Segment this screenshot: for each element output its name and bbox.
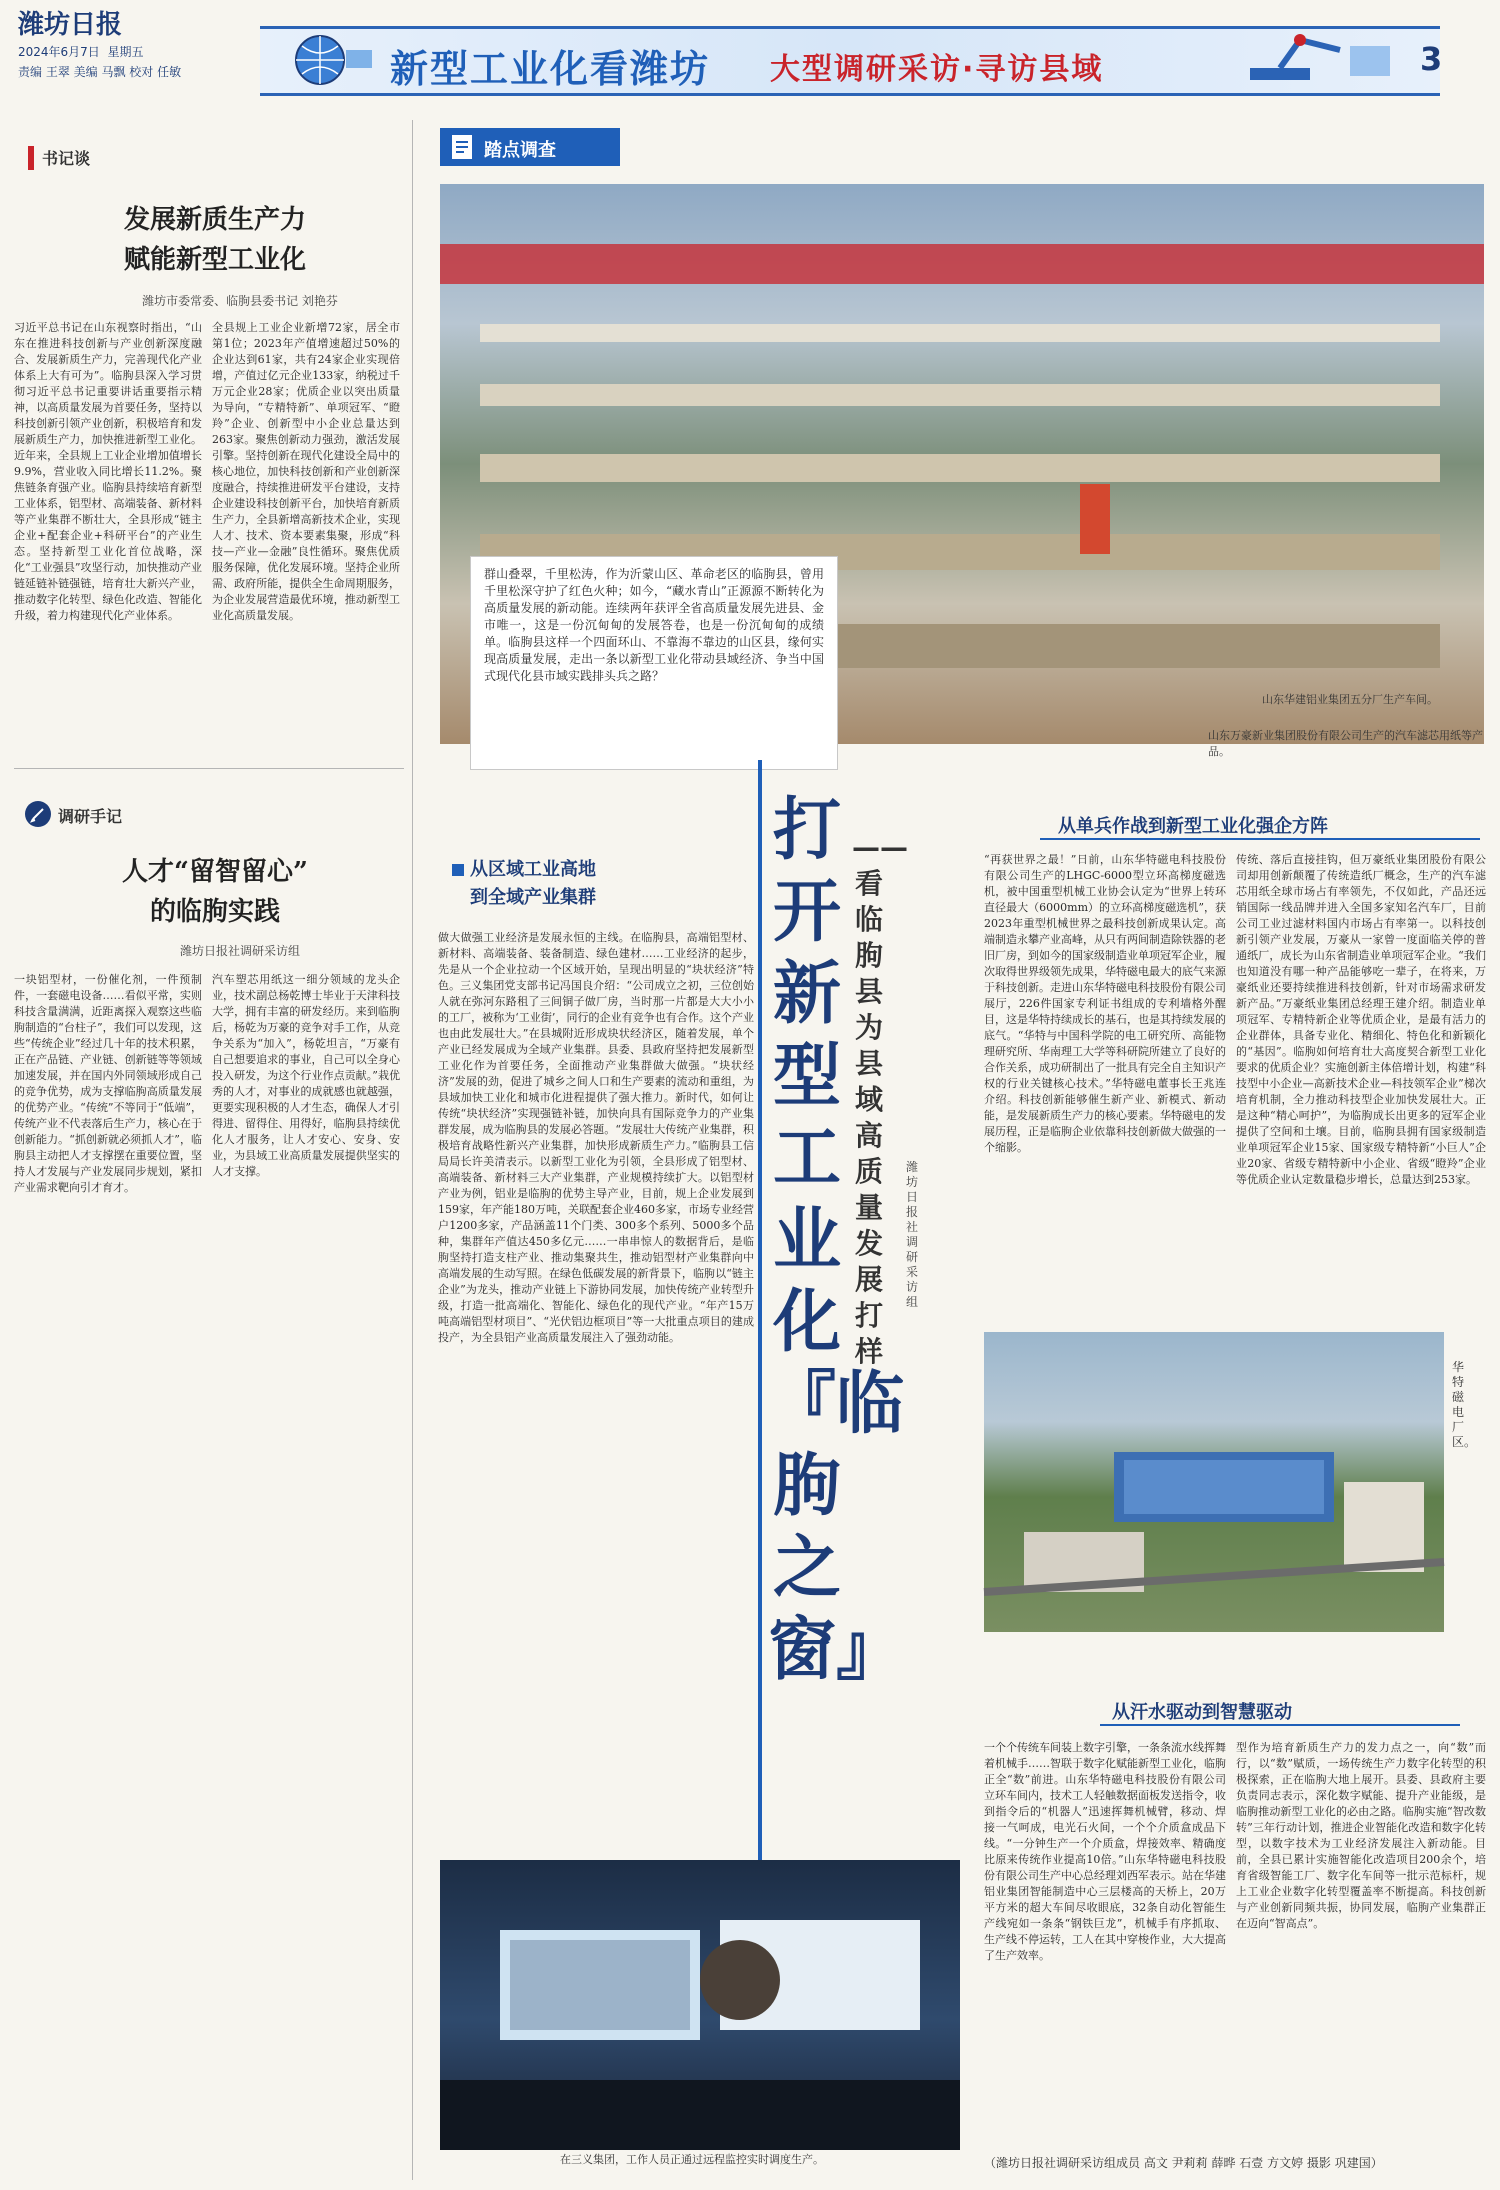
byline-shuji: 潍坊市委常委、临朐县委书记 刘艳芬 xyxy=(142,294,338,308)
sub-headline: ——看临朐县为县域高质量发展打样 xyxy=(852,831,908,1368)
control-room-photo xyxy=(440,1860,960,2150)
section3-body-left: 一个个传统车间装上数字引擎，一条条流水线挥舞着机械手……智联于数字化赋能新型工业化，临朐正全“数”前进。山东华特磁电科技股份有限公司立环车间内，技术工人轻触数据面板发送指令，收到指令后的“机器人”迅速挥舞机械臂，移动、焊接一气呵成，电光石火间，一个个介质盒成品下线。“一分钟生产一个介质盒，焊接效率、精确度比原来传统作业提高10倍。”山东华特磁电科技股份有限公司生产中心总经理刘西军表示。站在华建铝业集团智能制造中心三层楼高的天桥上，20万平方米的超大车间尽收眼底，32条自动化智能生产线宛如一条条“钢铁巨龙”，机械手有序抓取、生产线不停运转，工人在其中穿梭作业，大大提高了生产效率。 xyxy=(984,1741,1226,1962)
title-line: 发展新质生产力 xyxy=(123,205,306,235)
masthead xyxy=(0,0,1500,110)
article-title-diaoyan xyxy=(40,852,390,932)
title-line: 的临朐实践 xyxy=(149,897,280,927)
intro-text: 群山叠翠，千里松涛，作为沂蒙山区、革命老区的临朐县，曾用千里松深守护了红色火种；如今，“藏水青山”正源源不断转化为高质量发展的新动能。连续两年获评全省高质量发展先进县、金市唯一，这是一份沉甸甸的发展答卷，也是一份沉甸甸的成绩单。临朐县这样一个四面环山、不靠海不靠边的山区县，缘何实现高质量发展，走出一条以新型工业化带动县域经济、争当中国式现代化县市域实践排头兵之路？ xyxy=(484,567,824,683)
photo-caption-aerial: 华特磁电厂区。 xyxy=(1452,1360,1477,1449)
column-divider xyxy=(412,120,413,2180)
section1-title xyxy=(470,856,700,912)
aerial-plant-photo xyxy=(984,1332,1444,1632)
weekday: 星期五 xyxy=(107,45,144,59)
globe-icon xyxy=(280,30,380,88)
paper-name: 潍坊日报 xyxy=(18,10,123,40)
column-tag-label: 书记谈 xyxy=(42,149,91,168)
section1-title-line: 到全域产业集群 xyxy=(470,887,596,908)
section1-title-line: 从区域工业高地 xyxy=(470,859,596,880)
masthead-info xyxy=(18,8,181,82)
aerial-plant-illustration xyxy=(984,1332,1444,1632)
section-marker xyxy=(452,864,464,876)
notebook-icon xyxy=(448,132,478,162)
section3-title: 从汗水驱动到智慧驱动 xyxy=(1112,1702,1292,1723)
photo-caption-products: 山东万豪新业集团股份有限公司生产的汽车滤芯用纸等产品。 xyxy=(1208,729,1483,758)
pen-icon xyxy=(24,800,52,828)
column-tag-shuji xyxy=(28,146,212,170)
article-title-shuji xyxy=(40,200,390,280)
section2-title: 从单兵作战到新型工业化强企方阵 xyxy=(1058,816,1328,837)
editor-credits: 责编 王翠 美编 马飘 校对 任敏 xyxy=(18,65,182,79)
bottom-photo-caption: 在三义集团，工作人员正通过远程监控实时调度生产。 xyxy=(560,2153,824,2166)
section2-body-right: 传统、落后直接挂钩，但万豪纸业集团股份有限公司却用创新颠覆了传统造纸厂概念，生产的汽车滤芯用纸全球市场占有率领先，不仅如此，产品还远销国际一线品牌并进入全国多家知名汽车厂，目前公司工业过滤材料国内市场占有率第一。以科技创新引领产业发展，万豪从一家曾一度面临关停的普通纸厂，成长为山东省制造业单项冠军企业。“我们也知道没有哪一种产品能够吃一辈子，在将来，万豪纸业还要持续推进科技创新，针对市场需求研发新产品。”万豪纸业集团总经理王建介绍。制造业单项冠军、专精特新企业等优质企业，是最有活力的企业群体，具备专业化、精细化、特色化和新颖化的“基因”。临朐如何培育壮大高度契合新型工业化要求的优质企业？实施创新主体倍增计划，构建“科技型中小企业—高新技术企业—科技领军企业”梯次培育机制，全力推动科技型企业加快发展壮大。正是这种“精心呵护”，为临朐成长出更多的冠军企业提供了空间和土壤。目前，临朐县拥有国家级制造业单项冠军企业15家、国家级专精特新“小巨人”企业20家、省级专精特新中小企业、省级“瞪羚”企业等优质企业认定数量稳步增长，总量达到253家。 xyxy=(1236,853,1486,1186)
title-line: 人才“留智留心” xyxy=(122,857,308,887)
title-line: 赋能新型工业化 xyxy=(123,245,306,275)
tadian-tag: 踏点调查 xyxy=(484,140,556,161)
section1-body: 做大做强工业经济是发展永恒的主线。在临朐县，高端铝型材、新材料、高端装备、装备制造、绿色建材……工业经济的起步，先是从一个企业拉动一个区域开始，呈现出明显的“块状经济”特色。三义集团党支部书记冯国良介绍：“公司成立之初，三位创始人就在弥河东路租了三间铜子做厂房，当时那一片都是大大小小的工厂，被称为‘工业街’，同行的企业有竞争也有合作。这个产业也由此发展壮大。”在县城附近形成块状经济区，随着发展，单个产业已经发展成为全域产业集群。县委、县政府坚持把发展新型工业化作为首要任务，全面推动产业集群做大做强。“块状经济”发展的劲，促进了城乡之间人口和生产要素的流动和重组，为县域加快工业化和城市化进程提供了强大推力。新时代，如何让传统“块状经济”实现强链补链，加快向具有国际竞争力的产业集群发展，成为临朐县的发展必答题。“发展壮大传统产业集群，积极培育战略性新兴产业集群，加快形成新质生产力。”临朐县工信局局长许美清表示。以新型工业化为引领，全县形成了铝型材、高端装备、新材料三大产业集群，产业规模持续扩大。以铝型材产业为例，铝业是临朐的优势主导产业，目前，规上企业发展到159家，年产能180万吨，关联配套企业460多家，市场专业经营户1200多家，产品涵盖11个门类、300多个系列、5000多个品种，集群年产值达450多亿元……一串串惊人的数据背后，是临朐坚持打造支柱产业、推动集聚共生，推动铝型材产业集群向中高端发展的生动写照。在绿色低碳发展的新背景下，临朐以“链主企业”为龙头，推动产业链上下游协同发展，加快传统产业转型升级，打造一批高端化、智能化、绿色化的现代产业。“年产15万吨高端铝型材项目”、“光伏铝边框项目”等一大批重点项目的建成投产，为全县铝产业高质量发展注入了强劲动能。 xyxy=(438,931,754,1344)
section-subtitle: 大型调研采访·寻访县域 xyxy=(770,52,1104,87)
section-title: 新型工业化看潍坊 xyxy=(390,47,711,91)
control-room-illustration xyxy=(440,1860,960,2150)
robot-arm-icon xyxy=(1240,28,1400,88)
main-headline: 打开新型工业化『临朐之窗』 xyxy=(768,791,905,1690)
article-body-shuji-left: 习近平总书记在山东视察时指出，“山东在推进科技创新与产业创新深度融合、发展新质生产力，完善现代化产业体系上大有可为”。临朐县深入学习贯彻习近平总书记重要讲话重要指示精神，以高质量发展为首要任务，坚持以科技创新引领产业创新，积极培育和发展新质生产力，加快推进新型工业化。近年来，全县规上工业企业增加值增长9.9%，营业收入同比增长11.2%。聚焦链条育强产业。临朐县持续培育新型工业体系，铝型材、高端装备、新材料等产业集群不断壮大，全县形成“链主企业+配套企业+科研平台”的产业生态。坚持新型工业化首位战略，深化“工业强县”攻坚行动，加快推动产业链延链补链强链，培育壮大新兴产业，推动数字化转型、绿色化改造、智能化升级，着力构建现代化产业体系。 xyxy=(14,321,202,622)
article-body-diaoyan-right: 汽车塑芯用纸这一细分领域的龙头企业，技术副总杨乾博士毕业于天津科技大学，拥有丰富的研发经历。来到临朐后，杨乾为万豪的竞争对手工作，从竞争关系为“加入”，杨乾坦言，“万豪有自己想要追求的事业，自己可以全身心投入研发，为这个行业作点贡献。”栽优秀的人才，对事业的成就感也就越强，更要实现积极的人才生态，确保人才引得进、留得住、用得好，临朐县持续优化人才服务，让人才安心、安身、安业，为县域工业高质量发展提供坚实的人才支撑。 xyxy=(212,973,400,1178)
headline-accent-bar xyxy=(758,760,762,1880)
byline-diaoyan: 潍坊日报社调研采访组 xyxy=(179,944,300,958)
article-body-shuji-right: 全县规上工业企业新增72家，居全市第1位；2023年产值增速超过50%的企业达到61家，共有24家企业实现倍增，产值过亿元企业133家，纳税过千万元企业28家；优质企业以突出质量为导向，“专精特新”、单项冠军、“瞪羚”企业、创新型中小企业总量达到263家。聚焦创新动力强劲，激活发展引擎。坚持创新在现代化建设全局中的核心地位，加快科技创新和产业创新深度融合，持续推进研发平台建设，支持企业建设科技创新平台，加快培育新质生产力，全县新增高新技术企业，实现人才、技术、资本要素集聚，形成“科技—产业—金融”良性循环。聚焦优质服务保障，优化发展环境。坚持企业所需、政府所能，提供全生命周期服务，为企业发展营造最优环境，推动新型工业化高质量发展。 xyxy=(212,321,400,622)
issue-date: 2024年6月7日 xyxy=(18,45,100,59)
page-number: 3 xyxy=(1420,40,1443,78)
headline-reporter: 潍坊日报社调研采访组 xyxy=(906,1160,919,1309)
article-body-diaoyan-left: 一块铝型材，一份催化剂，一件预制件，一套磁电设备……看似平常，实则科技含量满满，近距离探入观察这些临朐制造的“台柱子”，我们可以发现，这些“传统企业”经过几十年的技术积累，正在产品链、产业链、创新链等等领域加速发展，并在国内外同领域形成自己的竞争优势，成为支撑临朐高质量发展的优势产业。“传统”不等同于“低端”，传统产业不代表落后生产力，核心在于创新能力。“抓创新就必须抓人才”，临朐县主动把人才支撑摆在重要位置，坚持人才发展与产业发展同步规划，紧扣产业需求靶向引才育才。 xyxy=(14,973,202,1194)
column-tag-diaoyan: 调研手记 xyxy=(58,807,123,826)
section2-body-left: “再获世界之最！”日前，山东华特磁电科技股份有限公司生产的LHGC-6000型立环高梯度磁选机，被中国重型机械工业协会认定为“世界上转环直径最大（6000mm）的立环高梯度磁选机”，获2023年重型机械世界之最科技创新成果认定。高端制造永攀产业高峰，从只有两间制造除铁器的老旧厂房，到如今的国家级制造业单项冠军企业，履次取得世界级领先成果，华特磁电最大的底气来源于科技创新。走进山东华特磁电科技股份有限公司展厅，226件国家专利证书组成的专利墙格外醒目，这是华特持续成长的基石，也是其持续发展的底气。“华特与中国科学院的电工研究所、高能物理研究所、华南理工大学等科研院所建立了良好的合作关系，成功研制出了一批具有完全自主知识产权的行业关键核心技术。”华特磁电董事长王兆连介绍。科技创新能够催生新产业、新模式、新动能，是发展新质生产力的核心要素。华特磁电的发展历程，正是临朐企业依靠科技创新做大做强的一个缩影。 xyxy=(984,853,1226,1154)
divider xyxy=(14,768,404,769)
photo-caption-top-right: 山东华建铝业集团五分厂生产车间。 xyxy=(1262,693,1438,706)
footer-credits: （潍坊日报社调研采访组成员 高文 尹莉莉 薛晔 石壹 方文婷 摄影 巩建国） xyxy=(984,2156,1383,2170)
section3-body-right: 型作为培育新质生产力的发力点之一，向“数”而行，以“数”赋质，一场传统生产力数字化转型的积极探索，正在临朐大地上展开。县委、县政府主要负责同志表示，深化数字赋能、提升产业能级，是临朐推动新型工业化的必由之路。临朐实施“智改数转”三年行动计划，推进企业智能化改造和数字化转型，以数字技术为工业经济发展注入新动能。目前，全县已累计实施智能化改造项目200余个，培育省级智能工厂、数字化车间等一批示范标杆，规上工业企业数字化转型覆盖率不断提高。科技创新与产业创新同频共振，协同发展，临朐产业集群正在迈向“智高点”。 xyxy=(1236,1741,1486,1930)
